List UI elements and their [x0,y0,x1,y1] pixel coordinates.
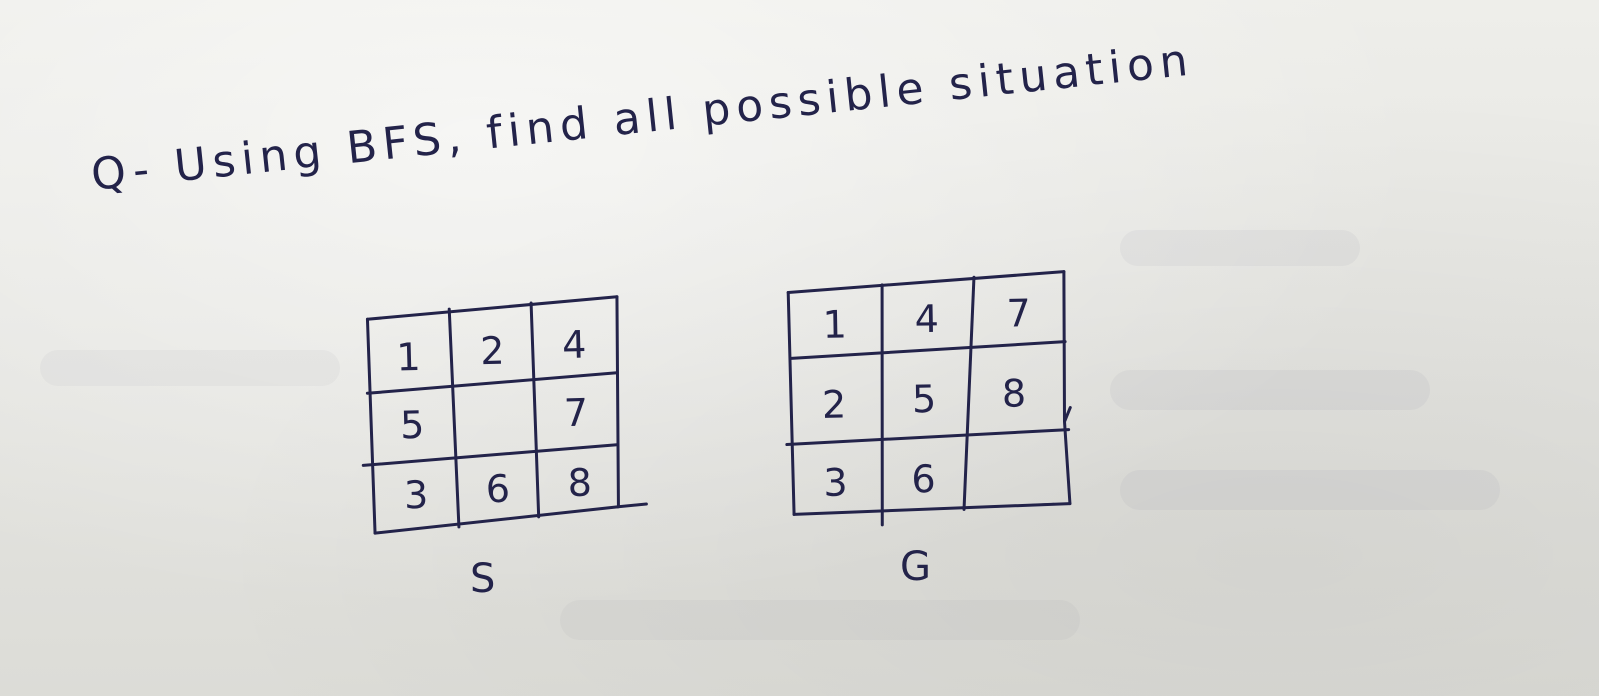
goal-cell: 6 [911,456,936,502]
start-grid [365,297,621,533]
start-cell: 5 [399,402,425,448]
goal-cell: 5 [911,376,937,422]
start-grid-label: S [470,556,496,602]
start-cell: 7 [563,390,589,436]
goal-cell [971,438,1052,509]
bleed-through-mark [40,350,340,386]
bleed-through-mark [1120,470,1500,510]
question-text: Q- Using BFS, find all possible situation [88,34,1197,202]
goal-grid [788,272,1072,517]
start-cell: 8 [567,460,593,506]
start-cell: 1 [395,334,422,380]
goal-cell: 3 [823,460,849,505]
bleed-through-mark [1110,370,1430,410]
goal-cell: 2 [821,382,847,427]
goal-grid-label: G [900,544,931,590]
start-cell: 2 [479,328,505,374]
start-cell: 6 [485,466,511,512]
goal-cell: 4 [914,296,940,342]
goal-cell: 1 [822,302,848,347]
bleed-through-mark [1120,230,1360,266]
start-cell: 3 [403,472,429,518]
start-cell: 4 [561,322,587,368]
goal-cell: 8 [1001,371,1027,416]
goal-cell: 7 [1006,291,1032,336]
start-cell [453,383,535,455]
bleed-through-mark [560,600,1080,640]
